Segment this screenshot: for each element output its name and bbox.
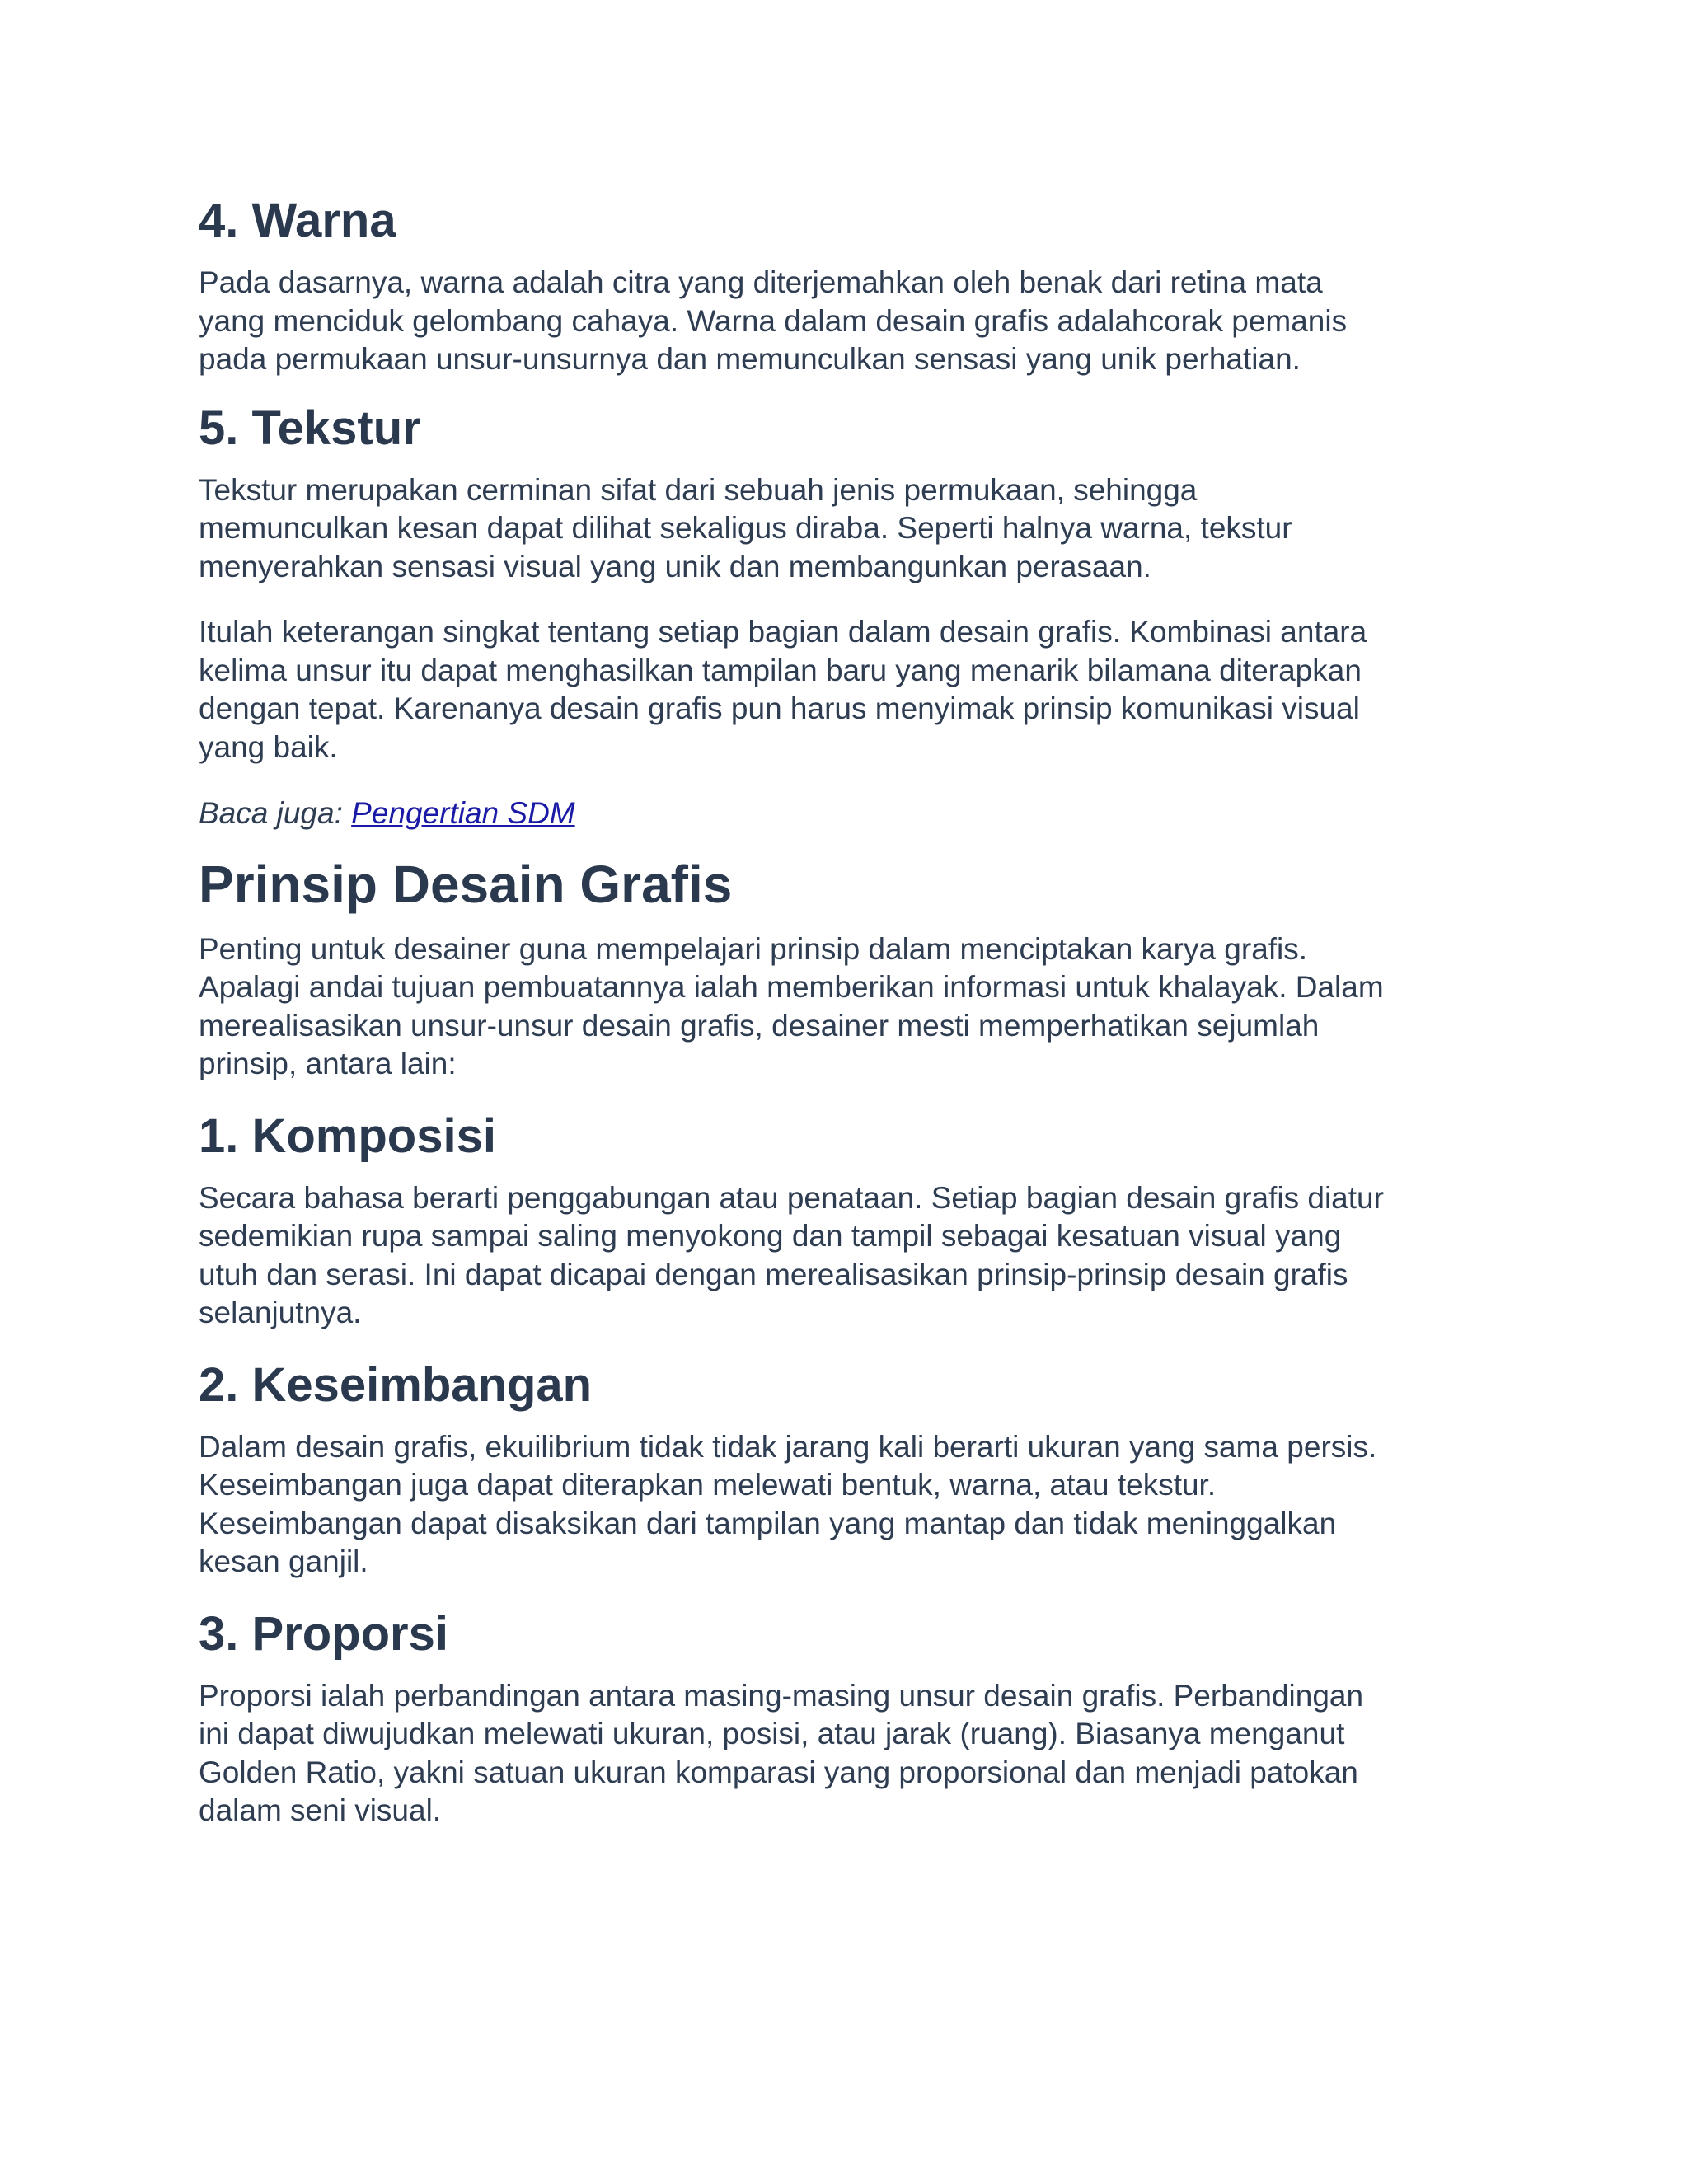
text-line: sedemikian rupa sampai saling menyokong dan tampil sebagai kesatuan visual yang <box>199 1219 1342 1253</box>
text-line: dengan tepat. Karenanya desain grafis pun harus menyimak prinsip komunikasi visual <box>199 691 1360 725</box>
text-line: Keseimbangan dapat disaksikan dari tampilan yang mantap dan tidak meninggalkan <box>199 1506 1337 1540</box>
section-heading-keseimbangan: 2. Keseimbangan <box>199 1357 593 1412</box>
text-line: yang menciduk gelombang cahaya. Warna dalam desain grafis adalahcorak pemanis <box>199 303 1348 338</box>
paragraph-tekstur <box>199 471 1501 587</box>
text-line: Penting untuk desainer guna mempelajari prinsip dalam menciptakan karya grafis. <box>199 931 1308 966</box>
text-line: Proporsi ialah perbandingan antara masing-masing unsur desain grafis. Perbandingan <box>199 1678 1364 1713</box>
text-line: Tekstur merupakan cerminan sifat dari sebuah jenis permukaan, sehingga <box>199 472 1198 507</box>
text-line: merealisasikan unsur-unsur desain grafis, desainer mesti memperhatikan sejumlah <box>199 1008 1320 1043</box>
text-line: Dalam desain grafis, ekuilibrium tidak tidak jarang kali berarti ukuran yang sama persis. <box>199 1429 1377 1464</box>
text-line: ini dapat diwujudkan melewati ukuran, posisi, atau jarak (ruang). Biasanya menganut <box>199 1717 1345 1750</box>
read-also-link[interactable]: Pengertian SDM <box>351 796 575 830</box>
text-line: memunculkan kesan dapat dilihat sekaligus diraba. Seperti halnya warna, tekstur <box>199 511 1292 545</box>
text-line: yang baik. <box>199 729 338 764</box>
text-line: prinsip, antara lain: <box>199 1047 457 1080</box>
text-line: kesan ganjil. <box>199 1544 368 1578</box>
text-line: Itulah keterangan singkat tentang setiap bagian dalam desain grafis. Kombinasi antara <box>199 615 1367 649</box>
text-line: Secara bahasa berarti penggabungan atau penataan. Setiap bagian desain grafis diatur <box>199 1180 1384 1215</box>
paragraph-proporsi <box>199 1677 1501 1830</box>
paragraph-principles-intro <box>199 930 1501 1084</box>
paragraph-komposisi <box>199 1179 1501 1333</box>
text-line: Pada dasarnya, warna adalah citra yang diterjemahkan oleh benak dari retina mata <box>199 265 1323 299</box>
main-heading-prinsip: Prinsip Desain Grafis <box>199 854 733 914</box>
paragraph-summary <box>199 613 1501 766</box>
section-heading-warna: 4. Warna <box>199 194 396 247</box>
document-page <box>199 191 1501 1830</box>
text-line: dalam seni visual. <box>199 1793 442 1827</box>
text-line: Golden Ratio, yakni satuan ukuran komparasi yang proporsional dan menjadi patokan <box>199 1755 1358 1789</box>
section-heading-tekstur: 5. Tekstur <box>199 401 421 455</box>
text-line: menyerahkan sensasi visual yang unik dan membangunkan perasaan. <box>199 549 1151 583</box>
text-line: selanjutnya. <box>199 1296 362 1329</box>
paragraph-warna <box>199 264 1501 379</box>
read-also-prefix: Baca juga: <box>199 796 352 830</box>
read-also-note <box>199 794 1501 833</box>
text-line: kelima unsur itu dapat menghasilkan tampilan baru yang menarik bilamana diterapkan <box>199 653 1362 687</box>
section-heading-komposisi: 1. Komposisi <box>199 1108 496 1163</box>
section-heading-proporsi: 3. Proporsi <box>199 1606 448 1661</box>
text-line: Apalagi andai tujuan pembuatannya ialah memberikan informasi untuk khalayak. Dalam <box>199 970 1384 1004</box>
paragraph-keseimbangan <box>199 1428 1501 1582</box>
text-line: Keseimbangan juga dapat diterapkan melewati bentuk, warna, atau tekstur. <box>199 1468 1217 1502</box>
text-line: pada permukaan unsur-unsurnya dan memunculkan sensasi yang unik perhatian. <box>199 342 1301 376</box>
text-line: utuh dan serasi. Ini dapat dicapai dengan merealisasikan prinsip-prinsip desain grafis <box>199 1257 1348 1291</box>
